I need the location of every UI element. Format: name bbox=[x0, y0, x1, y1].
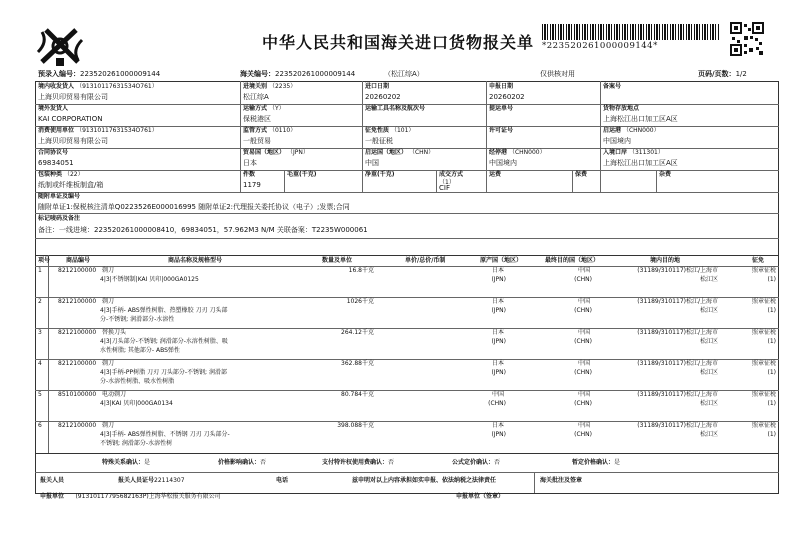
goods-name: 剃刀 bbox=[102, 360, 115, 367]
remarks-text: 备注：一线进境：223520261000008410，69834051，57.962M3 N/M 关联备案：T2235W000061 bbox=[38, 226, 368, 234]
customs-no-field: 海关编号：223520261000009144 bbox=[240, 70, 356, 78]
goods-origin-code: (JPN) bbox=[491, 307, 506, 314]
goods-origin: 中国 bbox=[491, 391, 504, 398]
special-relation: 特殊关系确认：是 bbox=[102, 459, 151, 466]
goods-spec: 水性树脂; 其他部分- ABS弹性 bbox=[100, 347, 180, 354]
goods-qty: 80.784千克 bbox=[341, 391, 374, 398]
goods-levy: 照章征税 bbox=[751, 422, 776, 429]
origin-name: 中国 bbox=[365, 159, 379, 167]
pack-name: 纸制或纤维板制盒/箱 bbox=[38, 181, 104, 189]
import-date-label: 进口日期 bbox=[365, 83, 390, 90]
goods-code: 8510100000 bbox=[58, 391, 97, 398]
entry-name: 上海松江出口加工区A区 bbox=[603, 159, 678, 167]
country-name: 日本 bbox=[243, 159, 257, 167]
goods-dest-code: (CHN) bbox=[574, 431, 592, 438]
origin-label: 启运国（地区） （CHN） bbox=[365, 149, 435, 156]
customs-emblem-icon bbox=[36, 22, 84, 70]
goods-name: 替换刀头 bbox=[102, 329, 127, 336]
docs-text: 随附单证1:保税核注清单Q0223526E000016995 随附单证2:代理报关委托协议（电子）;发票;合同 bbox=[38, 203, 350, 211]
goods-origin-code: (JPN) bbox=[491, 338, 506, 345]
formula-price: 公式定价确认：否 bbox=[452, 459, 501, 466]
license-label: 许可证号 bbox=[489, 127, 514, 134]
goods-spec: 4|3|手柄- ABS弹性树脂、不锈钢 刀刃 刀头部分- bbox=[100, 431, 230, 438]
goods-levy: 照章征税 bbox=[751, 391, 776, 398]
contract-label: 合同协议号 bbox=[38, 149, 69, 156]
goods-source: (31189/310117)松江/上海市 bbox=[637, 360, 718, 367]
goods-source: (31189/310117)松江/上海市 bbox=[637, 267, 718, 274]
qr-code-icon bbox=[730, 22, 764, 56]
goods-source-district: 松江区 bbox=[699, 400, 718, 407]
goods-source-district: 松江区 bbox=[699, 276, 718, 283]
count-label: 件数 bbox=[243, 171, 256, 178]
misc-label: 杂费 bbox=[659, 171, 672, 178]
for-check-label: 仅供核对用 bbox=[540, 70, 575, 78]
goods-source: (31189/310117)松江/上海市 bbox=[637, 422, 718, 429]
trade-name: 一般贸易 bbox=[243, 137, 271, 145]
goods-dest: 中国 bbox=[577, 422, 590, 429]
levy-name: 一般征税 bbox=[365, 137, 393, 145]
goods-qty: 264.12千克 bbox=[341, 329, 374, 336]
record-label: 备案号 bbox=[603, 83, 622, 90]
goods-spec: 4|3|不锈钢制|KAI 贝印|000GA0125 bbox=[100, 276, 199, 283]
insurance-label: 保费 bbox=[575, 171, 588, 178]
col-dest: 最终目的国（地区） bbox=[545, 257, 600, 264]
country-label: 贸易国（地区） （JPN） bbox=[243, 149, 309, 156]
col-origin: 原产国（地区） bbox=[480, 257, 523, 264]
entry-label: 入境口岸 （311301） bbox=[603, 149, 664, 156]
goods-dest: 中国 bbox=[577, 360, 590, 367]
goods-dest-code: (CHN) bbox=[574, 338, 592, 345]
goods-origin: 日本 bbox=[491, 298, 504, 305]
goods-item-no: 4 bbox=[38, 360, 42, 367]
consignee-name: 上海贝印贸易有限公司 bbox=[38, 93, 108, 101]
goods-levy: 照章征税 bbox=[751, 360, 776, 367]
tentative-price: 暂定价格确认：是 bbox=[572, 459, 621, 466]
barcode bbox=[542, 24, 720, 40]
depart-name: 中国境内 bbox=[603, 137, 631, 145]
col-name: 商品名称及规格型号 bbox=[168, 257, 223, 264]
goods-qty: 362.88千克 bbox=[341, 360, 374, 367]
declarer-label: 报关人员 bbox=[40, 477, 65, 484]
port-label: 进境关别 （2235） bbox=[243, 83, 297, 90]
transport-label: 运输方式 （Y） bbox=[243, 105, 285, 112]
goods-origin: 日本 bbox=[491, 267, 504, 274]
goods-dest: 中国 bbox=[577, 298, 590, 305]
goods-qty: 16.8千克 bbox=[348, 267, 374, 274]
net-label: 净重(千克) bbox=[365, 171, 395, 178]
freight-label: 运费 bbox=[489, 171, 502, 178]
goods-qty: 1026千克 bbox=[346, 298, 374, 305]
pack-label: 包装种类 （22） bbox=[38, 171, 84, 178]
goods-dest-code: (CHN) bbox=[574, 400, 592, 407]
col-levy: 征免 bbox=[752, 257, 765, 264]
goods-origin-code: (CHN) bbox=[488, 400, 506, 407]
consumer-name: 上海贝印贸易有限公司 bbox=[38, 137, 108, 145]
consignee-label: 境内收发货人 （91310117631534O761） bbox=[38, 83, 158, 90]
goods-levy-code: (1) bbox=[767, 276, 776, 283]
depart-label: 启运港 （CHN000） bbox=[603, 127, 660, 134]
goods-source-district: 松江区 bbox=[699, 338, 718, 345]
goods-spec: 分-不锈钢; 润滑部分-水溶性 bbox=[100, 316, 175, 323]
deal-name: CIF bbox=[439, 184, 450, 192]
remarks-label: 标记唛码及备注 bbox=[38, 215, 81, 222]
goods-item-no: 5 bbox=[38, 391, 42, 398]
goods-origin-code: (JPN) bbox=[491, 369, 506, 376]
barcode-text: *223520261000009144* bbox=[542, 41, 658, 51]
page-title: 中华人民共和国海关进口货物报关单 bbox=[262, 33, 535, 52]
goods-source: (31189/310117)松江/上海市 bbox=[637, 391, 718, 398]
goods-dest-code: (CHN) bbox=[574, 369, 592, 376]
goods-levy-code: (1) bbox=[767, 369, 776, 376]
deal-label: 成交方式 （1） bbox=[439, 171, 464, 186]
goods-spec: 4|3|手柄-PP树脂 刀刃 刀头部分-不锈钢; 润滑部 bbox=[100, 369, 227, 376]
goods-origin: 日本 bbox=[491, 422, 504, 429]
goods-name: 电动剃刀 bbox=[102, 391, 127, 398]
goods-spec: 分-水溶性树脂、吸水性树脂 bbox=[100, 378, 175, 385]
goods-source-district: 松江区 bbox=[699, 369, 718, 376]
goods-levy: 照章征税 bbox=[751, 298, 776, 305]
transport-name: 保税港区 bbox=[243, 115, 271, 123]
royalty-confirm: 支付特许权使用费确认：否 bbox=[322, 459, 395, 466]
goods-code: 8212100000 bbox=[58, 267, 97, 274]
goods-code: 8212100000 bbox=[58, 298, 97, 305]
declare-unit: 申报单位 (91310117795682163P)上海华松报关服务有限公司 bbox=[40, 493, 221, 500]
goods-code: 8212100000 bbox=[58, 360, 97, 367]
phone-label: 电话 bbox=[276, 477, 289, 484]
goods-dest: 中国 bbox=[577, 329, 590, 336]
goods-source: (31189/310117)松江/上海市 bbox=[637, 329, 718, 336]
goods-source: (31189/310117)松江/上海市 bbox=[637, 298, 718, 305]
vehicle-label: 运输工具名称及航次号 bbox=[365, 105, 426, 112]
storage-name: 上海松江出口加工区A区 bbox=[603, 115, 678, 123]
declare-date: 20260202 bbox=[489, 93, 525, 101]
goods-dest-code: (CHN) bbox=[574, 276, 592, 283]
cert-field: 报关人员证号22114307 bbox=[118, 477, 185, 484]
goods-levy: 照章征税 bbox=[751, 267, 776, 274]
storage-label: 货物存放地点 bbox=[603, 105, 640, 112]
goods-levy-code: (1) bbox=[767, 338, 776, 345]
col-no: 项号 bbox=[38, 257, 51, 264]
goods-item-no: 1 bbox=[38, 267, 42, 274]
statement: 兹申明对以上内容承担如实申报、依法纳税之法律责任 bbox=[352, 477, 497, 484]
count-value: 1179 bbox=[243, 181, 261, 189]
port-name: 松江综A bbox=[243, 93, 269, 101]
goods-name: 剃刀 bbox=[102, 422, 115, 429]
goods-code: 8212100000 bbox=[58, 422, 97, 429]
overseas-name: KAI CORPORATION bbox=[38, 115, 103, 123]
goods-dest: 中国 bbox=[577, 267, 590, 274]
goods-name: 剃刀 bbox=[102, 298, 115, 305]
contract-no: 69834051 bbox=[38, 159, 74, 167]
stamp-label: 申报单位（签章） bbox=[456, 493, 505, 500]
goods-levy-code: (1) bbox=[767, 400, 776, 407]
goods-origin: 日本 bbox=[491, 329, 504, 336]
goods-origin-code: (JPN) bbox=[491, 431, 506, 438]
col-code: 商品编号 bbox=[66, 257, 91, 264]
goods-levy-code: (1) bbox=[767, 431, 776, 438]
goods-origin: 日本 bbox=[491, 360, 504, 367]
goods-item-no: 6 bbox=[38, 422, 42, 429]
goods-qty: 398.088千克 bbox=[337, 422, 374, 429]
consumer-label: 消费使用单位 （91310117631534O761） bbox=[38, 127, 158, 134]
trade-label: 监管方式 （0110） bbox=[243, 127, 297, 134]
goods-spec: 4|3|KAI 贝印|000GA0134 bbox=[100, 400, 173, 407]
goods-levy: 照章征税 bbox=[751, 329, 776, 336]
customs-office: （松江综A） bbox=[384, 70, 424, 78]
via-label: 经停港 （CHN000） bbox=[489, 149, 546, 156]
overseas-label: 境外发货人 bbox=[38, 105, 69, 112]
col-qty: 数量及单位 bbox=[322, 257, 353, 264]
goods-spec: 4|3|手柄- ABS弹性树脂、热塑橡胶 刀刃 刀头部 bbox=[100, 307, 228, 314]
goods-spec: 4|3|刀头部分-不锈钢; 润滑部分-水溶性树脂、吸 bbox=[100, 338, 228, 345]
goods-source-district: 松江区 bbox=[699, 431, 718, 438]
goods-source-district: 松江区 bbox=[699, 307, 718, 314]
import-date: 20260202 bbox=[365, 93, 401, 101]
goods-item-no: 3 bbox=[38, 329, 42, 336]
page-indicator: 页码/页数：1/2 bbox=[698, 70, 747, 78]
pre-entry-field: 预录入编号：223520261000009144 bbox=[38, 70, 161, 78]
declare-date-label: 申报日期 bbox=[489, 83, 514, 90]
bill-label: 提运单号 bbox=[489, 105, 514, 112]
docs-label: 随附单证及编号 bbox=[38, 193, 81, 200]
via-name: 中国境内 bbox=[489, 159, 517, 167]
goods-dest: 中国 bbox=[577, 391, 590, 398]
col-source: 境内目的地 bbox=[650, 257, 681, 264]
goods-levy-code: (1) bbox=[767, 307, 776, 314]
goods-item-no: 2 bbox=[38, 298, 42, 305]
goods-code: 8212100000 bbox=[58, 329, 97, 336]
goods-origin-code: (JPN) bbox=[491, 276, 506, 283]
goods-spec: 不锈钢; 润滑部分-水溶性树 bbox=[100, 440, 173, 447]
goods-dest-code: (CHN) bbox=[574, 307, 592, 314]
gross-label: 毛重(千克) bbox=[287, 171, 317, 178]
price-influence: 价格影响确认：否 bbox=[218, 459, 267, 466]
levy-label: 征免性质 （101） bbox=[365, 127, 415, 134]
col-price: 单价/总价/币制 bbox=[405, 257, 446, 264]
goods-name: 剃刀 bbox=[102, 267, 115, 274]
customs-remark-label: 海关批注及签章 bbox=[540, 477, 583, 484]
